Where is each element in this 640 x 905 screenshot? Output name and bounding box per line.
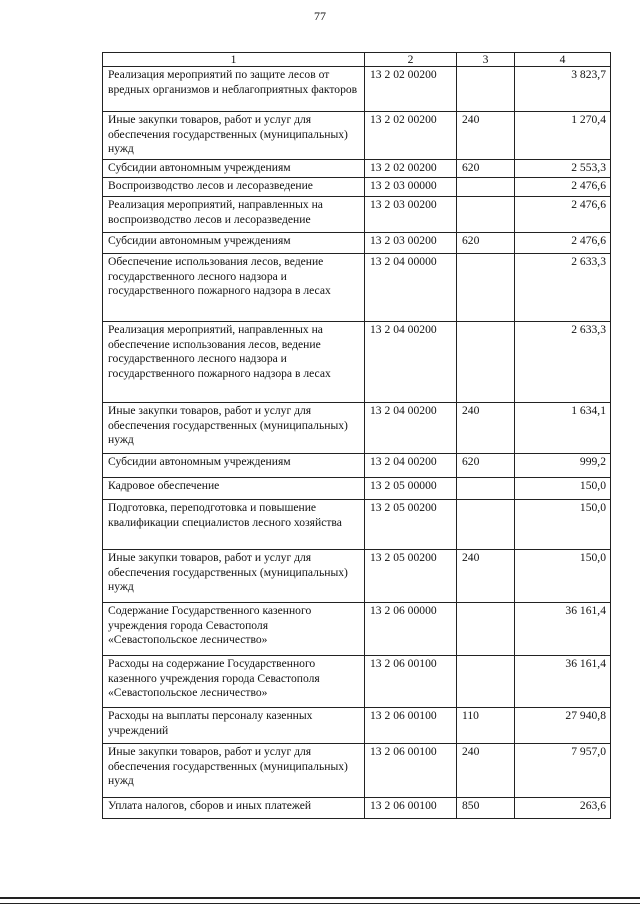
row-kind: 240 bbox=[457, 743, 515, 797]
row-name: Содержание Государственного казенного учреждения города Севастополя «Севастопольское лесничество» bbox=[103, 602, 365, 655]
row-kind: 620 bbox=[457, 232, 515, 253]
row-sum: 2 476,6 bbox=[515, 232, 611, 253]
row-name: Расходы на содержание Государственного казенного учреждения города Севастополя «Севастопольское лесничество» bbox=[103, 655, 365, 707]
row-sum: 1 634,1 bbox=[515, 402, 611, 453]
row-name: Субсидии автономным учреждениям bbox=[103, 159, 365, 178]
table-row bbox=[103, 253, 611, 321]
table-row bbox=[103, 178, 611, 197]
table-row bbox=[103, 196, 611, 232]
row-sum: 2 476,6 bbox=[515, 196, 611, 232]
table-row bbox=[103, 159, 611, 178]
row-sum: 2 553,3 bbox=[515, 159, 611, 178]
table-row bbox=[103, 549, 611, 602]
row-kind: 240 bbox=[457, 402, 515, 453]
row-sum: 36 161,4 bbox=[515, 602, 611, 655]
table-row bbox=[103, 402, 611, 453]
table-row bbox=[103, 602, 611, 655]
row-name: Иные закупки товаров, работ и услуг для обеспечения государственных (муниципальных) нужд bbox=[103, 549, 365, 602]
row-name: Реализация мероприятий, направленных на воспроизводство лесов и лесоразведение bbox=[103, 196, 365, 232]
row-name: Реализация мероприятий по защите лесов от вредных организмов и неблагоприятных факторов bbox=[103, 67, 365, 112]
row-kind: 240 bbox=[457, 549, 515, 602]
scan-edge-line bbox=[0, 897, 640, 899]
table-row bbox=[103, 655, 611, 707]
row-kind bbox=[457, 499, 515, 549]
row-sum: 27 940,8 bbox=[515, 707, 611, 743]
row-code: 13 2 02 00200 bbox=[365, 112, 457, 160]
row-code: 13 2 05 00200 bbox=[365, 549, 457, 602]
row-name: Иные закупки товаров, работ и услуг для обеспечения государственных (муниципальных) нужд bbox=[103, 743, 365, 797]
row-kind bbox=[457, 655, 515, 707]
table-row bbox=[103, 321, 611, 402]
row-kind: 110 bbox=[457, 707, 515, 743]
budget-table bbox=[102, 52, 611, 819]
row-name: Иные закупки товаров, работ и услуг для обеспечения государственных (муниципальных) нужд bbox=[103, 112, 365, 160]
row-kind: 850 bbox=[457, 797, 515, 818]
row-kind bbox=[457, 196, 515, 232]
row-kind bbox=[457, 178, 515, 197]
row-kind bbox=[457, 602, 515, 655]
row-kind bbox=[457, 67, 515, 112]
row-sum: 2 633,3 bbox=[515, 321, 611, 402]
column-header: 3 bbox=[457, 53, 515, 67]
row-name: Субсидии автономным учреждениям bbox=[103, 453, 365, 477]
column-header: 2 bbox=[365, 53, 457, 67]
row-name: Иные закупки товаров, работ и услуг для обеспечения государственных (муниципальных) нужд bbox=[103, 402, 365, 453]
table-row bbox=[103, 797, 611, 818]
row-code: 13 2 03 00200 bbox=[365, 232, 457, 253]
table-row bbox=[103, 453, 611, 477]
row-name: Кадровое обеспечение bbox=[103, 477, 365, 499]
row-sum: 150,0 bbox=[515, 477, 611, 499]
row-code: 13 2 02 00200 bbox=[365, 159, 457, 178]
row-code: 13 2 04 00200 bbox=[365, 453, 457, 477]
row-name: Воспроизводство лесов и лесоразведение bbox=[103, 178, 365, 197]
row-name: Обеспечение использования лесов, ведение государственного лесного надзора и государственного пожарного надзора в лесах bbox=[103, 253, 365, 321]
column-header: 4 bbox=[515, 53, 611, 67]
row-code: 13 2 06 00000 bbox=[365, 602, 457, 655]
row-sum: 150,0 bbox=[515, 499, 611, 549]
table-row bbox=[103, 499, 611, 549]
row-code: 13 2 06 00100 bbox=[365, 655, 457, 707]
row-code: 13 2 05 00200 bbox=[365, 499, 457, 549]
row-kind bbox=[457, 321, 515, 402]
table-row bbox=[103, 67, 611, 112]
row-name: Реализация мероприятий, направленных на обеспечение использования лесов, ведение государственного лесного надзора и государственного пожарного надзора в лесах bbox=[103, 321, 365, 402]
scan-edge-line bbox=[0, 903, 640, 904]
row-sum: 36 161,4 bbox=[515, 655, 611, 707]
row-sum: 999,2 bbox=[515, 453, 611, 477]
page-number: 77 bbox=[314, 9, 326, 23]
row-sum: 3 823,7 bbox=[515, 67, 611, 112]
table-row bbox=[103, 743, 611, 797]
row-code: 13 2 03 00000 bbox=[365, 178, 457, 197]
row-sum: 2 476,6 bbox=[515, 178, 611, 197]
row-code: 13 2 06 00100 bbox=[365, 743, 457, 797]
table-row bbox=[103, 112, 611, 160]
row-kind: 240 bbox=[457, 112, 515, 160]
row-code: 13 2 06 00100 bbox=[365, 797, 457, 818]
row-sum: 2 633,3 bbox=[515, 253, 611, 321]
row-code: 13 2 04 00200 bbox=[365, 321, 457, 402]
row-kind: 620 bbox=[457, 159, 515, 178]
row-name: Субсидии автономным учреждениям bbox=[103, 232, 365, 253]
column-header: 1 bbox=[103, 53, 365, 67]
row-code: 13 2 04 00200 bbox=[365, 402, 457, 453]
row-kind bbox=[457, 477, 515, 499]
row-kind bbox=[457, 253, 515, 321]
row-sum: 1 270,4 bbox=[515, 112, 611, 160]
row-name: Подготовка, переподготовка и повышение квалификации специалистов лесного хозяйства bbox=[103, 499, 365, 549]
row-sum: 7 957,0 bbox=[515, 743, 611, 797]
row-name: Уплата налогов, сборов и иных платежей bbox=[103, 797, 365, 818]
table-row bbox=[103, 707, 611, 743]
row-code: 13 2 02 00200 bbox=[365, 67, 457, 112]
row-code: 13 2 05 00000 bbox=[365, 477, 457, 499]
table-row bbox=[103, 232, 611, 253]
row-name: Расходы на выплаты персоналу казенных учреждений bbox=[103, 707, 365, 743]
row-code: 13 2 06 00100 bbox=[365, 707, 457, 743]
row-sum: 263,6 bbox=[515, 797, 611, 818]
row-sum: 150,0 bbox=[515, 549, 611, 602]
table-row bbox=[103, 477, 611, 499]
table-header-row bbox=[103, 53, 611, 67]
row-kind: 620 bbox=[457, 453, 515, 477]
row-code: 13 2 03 00200 bbox=[365, 196, 457, 232]
row-code: 13 2 04 00000 bbox=[365, 253, 457, 321]
